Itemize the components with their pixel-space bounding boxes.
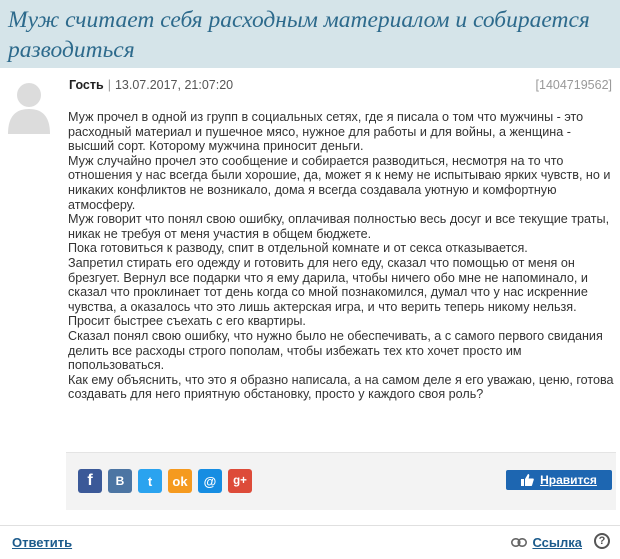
- facebook-icon[interactable]: f: [78, 469, 102, 493]
- vkontakte-icon[interactable]: B: [108, 469, 132, 493]
- help-icon[interactable]: ?: [594, 533, 610, 549]
- post-meta: [69, 76, 612, 94]
- post-body: Муж прочел в одной из групп в социальных сетях, где я писала о том что мужчины - это расходный материал и пушечное мясо, нужное для работы и для войны, а женщина - высший сорт. Которому мужчина приносит деньги. Муж случайно прочел это сообщение и собирается разводиться, несмотря на то что отношения у нас всегда были хорошие, да, может я к нему не испытываю ярких чувств, но и никаких конфликтов не возникало, дома я всегда создавала уютную и комфортную атмосферу. Муж говорит что понял свою ошибку, оплачивая полностью весь досуг и все текущие траты, никак не требуя от меня участия в общем бюджете. Пока готовиться к разводу, спит в отдельной комнате и от секса отказывается. Запретил стирать его одежду и готовить для него еду, сказал что помощью от меня он брезгует. Вернул все подарки что я ему дарила, чтобы ничего обо мне не напоминало, и сказал что проклинает тот день когда со мной познакомился, думал что у нас искренние чувства, а оказалось что это лишь актерская игра, и что верить теперь никому нельзя. Просит быстрее съехать с его квартиры. Сказал понял свою ошибку, что нужно было не обеспечивать, а с самого первого свидания делить все расходы строго пополам, чтобы избежать тех кто хочет просто им попользоваться. Как ему объяснить, что это я образно написала, а на самом деле я его уважаю, ценю, готова создавать для него приятную обстановку, просто у каждого своя роль?: [68, 110, 614, 402]
- share-panel: [66, 452, 616, 510]
- permalink-link[interactable]: [511, 535, 582, 550]
- reply-link[interactable]: Ответить: [12, 535, 73, 550]
- thumbs-up-icon: [521, 474, 534, 486]
- topic-title-bar: [0, 0, 620, 68]
- footer-divider: [0, 525, 620, 526]
- twitter-icon[interactable]: t: [138, 469, 162, 493]
- user-silhouette-icon: [6, 78, 52, 134]
- topic-title: Муж считает себя расходным материалом и собирается разводиться: [8, 7, 590, 63]
- avatar: [6, 78, 52, 134]
- mailru-icon[interactable]: @: [198, 469, 222, 493]
- post-id: [1404719562]: [535, 78, 612, 92]
- post-date: 13.07.2017, 21:07:20: [114, 78, 234, 92]
- like-button[interactable]: [506, 470, 612, 490]
- like-label: Нравится: [540, 473, 597, 487]
- post-author[interactable]: Гость: [69, 78, 104, 92]
- odnoklassniki-icon[interactable]: ok: [168, 469, 192, 493]
- googleplus-icon[interactable]: g+: [228, 469, 252, 493]
- permalink-label: Ссылка: [532, 535, 582, 550]
- meta-separator: |: [107, 78, 111, 92]
- share-icons: [78, 469, 252, 493]
- chain-link-icon: [511, 538, 527, 547]
